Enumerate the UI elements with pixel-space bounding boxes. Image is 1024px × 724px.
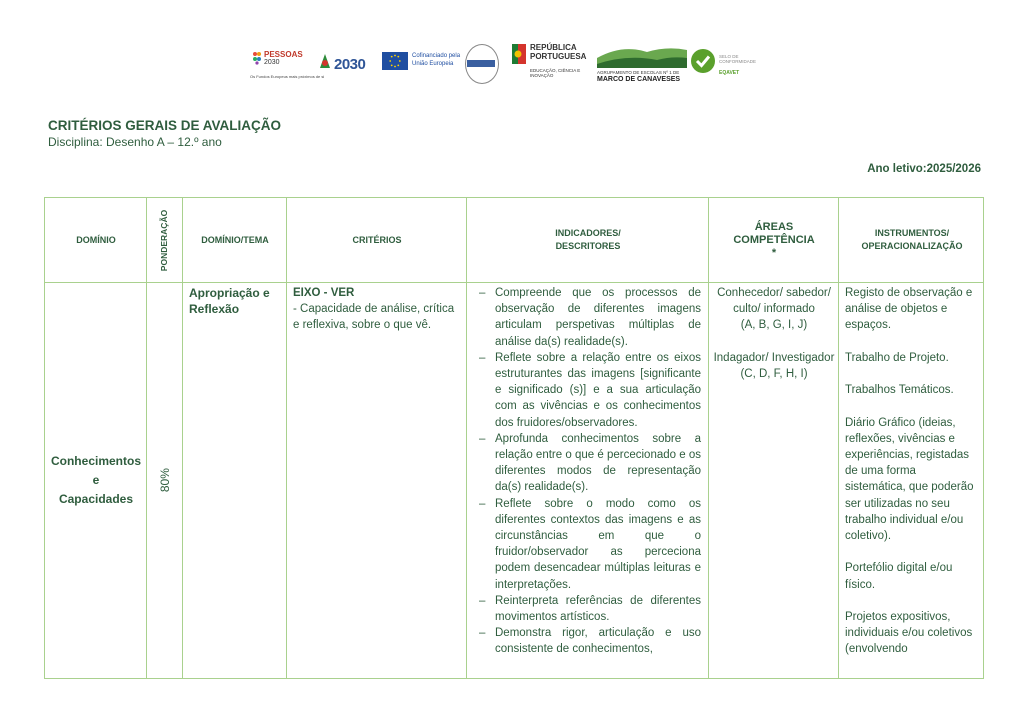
- instrumento-item: Trabalhos Temáticos.: [845, 384, 954, 397]
- strategy-seal-logo: [463, 42, 499, 86]
- header-criterios: CRITÉRIOS: [352, 234, 402, 245]
- school-year: Ano letivo:2025/2026: [867, 163, 981, 175]
- indicador-item: – Reflete sobre o modo como os diferentes contextos das imagens e as circunstâncias em que o fruidor/observador as perceciona podem desencadear múltiplas leituras e interpretações.: [475, 496, 701, 593]
- eqavet-label: EQAVET: [719, 70, 740, 76]
- agrupamento-name: MARCO DE CANAVESES: [597, 76, 681, 83]
- pessoas-subtitle: Os Fundos Europeus mais próximos de si: [250, 74, 325, 79]
- pessoas-dots-icon: [252, 51, 262, 65]
- instrumento-item: Registo de observação e análise de objetos e espaços.: [845, 287, 973, 332]
- indicadores-list: [475, 285, 701, 658]
- header-ponderacao-label: PONDERAÇÃO: [159, 209, 170, 271]
- cell-instrumentos: [839, 283, 985, 678]
- eqavet-check-icon: [690, 48, 716, 74]
- ponderacao-value: 80%: [157, 468, 172, 493]
- eu-flag-icon: [382, 52, 408, 70]
- cell-criterios: [287, 283, 467, 336]
- republica-sublabel: EDUCAÇÃO, CIÊNCIA E INOVAÇÃO: [530, 68, 581, 78]
- cell-ponderacao: [147, 283, 183, 678]
- republica-shield-icon: [512, 44, 526, 64]
- header-tema: DOMÍNIO/TEMA: [201, 234, 269, 245]
- eqavet-logo: [690, 42, 770, 86]
- portugal-year: 2030: [334, 56, 366, 73]
- instrumento-item: Portefólio digital e/ou físico.: [845, 562, 953, 591]
- pessoas-year: 2030: [264, 59, 280, 66]
- cell-areas: [709, 283, 839, 384]
- agrupamento-logo: [595, 42, 690, 86]
- pessoas-2030-logo: [250, 42, 325, 86]
- seal-band: [467, 60, 495, 67]
- pessoas-label: PESSOAS: [264, 50, 303, 59]
- portugal-2030-logo: [318, 42, 370, 86]
- document-subtitle: Disciplina: Desenho A – 12.º ano: [48, 135, 222, 149]
- republica-label: REPÚBLICA PORTUGUESA: [530, 43, 587, 61]
- header-indicadores: INDICADORES/ DESCRITORES: [555, 228, 621, 251]
- criterio-heading: EIXO - VER: [293, 287, 355, 299]
- eu-cofinanced-logo: [382, 42, 470, 86]
- indicador-item: – Reinterpreta referências de diferentes movimentos artísticos.: [475, 593, 701, 625]
- instrumento-item: Diário Gráfico (ideias, reflexões, vivências e experiências, registadas de uma forma sistemática, que poderão ser utilizadas no seu trabalho individual e/ou coletivo).: [845, 416, 974, 542]
- logo-strip: [250, 42, 770, 86]
- spacer: [713, 334, 835, 350]
- eu-label: Cofinanciado pela União Europeia: [412, 53, 461, 67]
- indicador-item: – Aprofunda conhecimentos sobre a relação entre o que é percecionado e os diferentes modos de representação da(s) realidade(s).: [475, 431, 701, 496]
- agrupamento-hills-icon: [597, 44, 687, 68]
- agrupamento-label: AGRUPAMENTO DE ESCOLAS Nº 1 DE: [597, 70, 680, 75]
- portugal-mark-icon: [318, 52, 332, 70]
- header-dominio: DOMÍNIO: [76, 234, 116, 245]
- indicador-item: – Reflete sobre a relação entre os eixos estruturantes das imagens [significante e significado (s)] e a sua articulação com as vivências e os conhecimentos dos fruidores/observadores.: [475, 350, 701, 431]
- eqavet-sublabel: SELO DE CONFORMIDADE: [719, 54, 756, 64]
- header-ponderacao: [147, 198, 183, 282]
- instrumento-item: Projetos expositivos, individuais e/ou coletivos (envolvendo: [845, 610, 973, 656]
- area-codes: (C, D, F, H, I): [740, 368, 808, 380]
- instrumento-item: Trabalho de Projeto.: [845, 351, 949, 364]
- cell-tema: Apropriação e Reflexão: [189, 286, 270, 317]
- area-codes: (A, B, G, I, J): [740, 319, 808, 332]
- criterio-text: - Capacidade de análise, crítica e reflexiva, sobre o que vê.: [293, 303, 455, 332]
- area-profile: Conhecedor/ sabedor/ culto/ informado: [717, 287, 831, 316]
- header-instrumentos: INSTRUMENTOS/ OPERACIONALIZAÇÃO: [861, 228, 963, 251]
- document-title: CRITÉRIOS GERAIS DE AVALIAÇÃO: [48, 118, 282, 133]
- area-profile: Indagador/ Investigador: [713, 351, 835, 364]
- header-areas: ÁREAS COMPETÊNCIA *: [733, 220, 815, 259]
- cell-dominio: Conhecimentos e Capacidades: [50, 454, 141, 506]
- indicador-item: – Demonstra rigor, articulação e uso consistente de conhecimentos,: [475, 625, 701, 657]
- republica-portuguesa-logo: [512, 42, 592, 86]
- criteria-table: [44, 197, 984, 679]
- indicador-item: – Compreende que os processos de observação de diferentes imagens articulam perspetivas múltiplas de análise da(s) realidade(s).: [475, 285, 701, 350]
- cell-indicadores: [467, 283, 709, 678]
